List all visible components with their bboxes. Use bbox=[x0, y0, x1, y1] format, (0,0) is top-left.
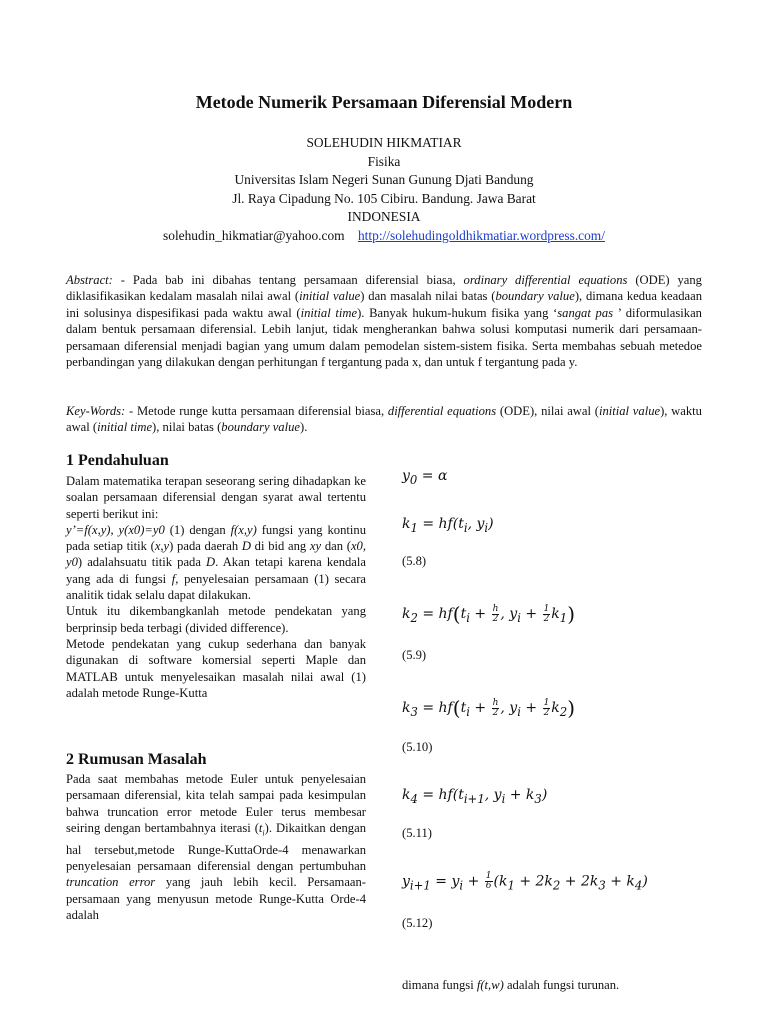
equation-y0: $y_0 = \alpha$ bbox=[402, 468, 448, 487]
equation-k4: $k_4 = hf(t_{i+1}$, $y_i + k_3$) bbox=[402, 787, 548, 806]
ode-expression: y’=f(x,y), y(x0)=y0 bbox=[66, 522, 165, 537]
section-1-paragraph: Dalam matematika terapan seseorang sering dihadapkan ke soalan persamaan diferensial dengan syarat awal tertentu seperti berikut ini: bbox=[66, 474, 366, 521]
author-email: solehudin_hikmatiar@yahoo.com bbox=[163, 227, 345, 243]
text-run: x0, y0 bbox=[66, 539, 366, 570]
text-run: ). Dikaitkan dengan hal tersebut,metode Runge-KuttaOrde-4 menawarkan penyelesaian persamaan diferensial dengan pertumbuhan bbox=[66, 820, 366, 873]
text-run: , penyelesaian persamaan (1) secara analitik tidak selalu dapat dilakukan. bbox=[66, 571, 366, 603]
section-2-body bbox=[66, 771, 366, 923]
equation-k2: $k_2 = hf(t_i$ + $\frac{h}{2}$ , $y_i$ + $\frac{1}{2}$ $k_1$) bbox=[402, 602, 576, 626]
equation-k3: $k_3 = hf(t_i$ + $\frac{h}{2}$ , $y_i$ + $\frac{1}{2}$ $k_2$) bbox=[402, 696, 576, 720]
text-run: f(x,y) bbox=[230, 522, 257, 537]
abstract-text: ). Banyak hukum-hukum fisika yang ‘ bbox=[357, 305, 558, 320]
equation-number: (5.12) bbox=[402, 916, 433, 930]
text-run: (1) dengan bbox=[164, 522, 231, 537]
author-contact bbox=[0, 227, 768, 246]
text-run: f bbox=[171, 571, 176, 586]
abstract-text: (ODE) yang diklasifikasikan kedalam masalah nilai awal ( bbox=[66, 273, 702, 304]
equation-yi1: $y_{i+1} = y_i$ + $\frac{1}{6}$ $(k_1 + 2k_2 + 2k_3 + k_4)$ bbox=[402, 871, 648, 893]
abstract-term: boundary value bbox=[495, 289, 575, 304]
section-2-heading: 2 Rumusan Masalah bbox=[66, 751, 207, 768]
equation-number: (5.11) bbox=[402, 826, 432, 840]
keywords-text: ), waktu awal ( bbox=[66, 404, 702, 435]
keywords-term: initial time bbox=[97, 420, 153, 435]
keywords-text: ), nilai batas ( bbox=[152, 420, 222, 435]
keywords-text: - Metode runge kutta persamaan diferensial biasa, bbox=[125, 404, 388, 418]
keywords-term: boundary value bbox=[221, 420, 300, 435]
text-run: D bbox=[206, 555, 216, 570]
text-run: truncation error bbox=[66, 875, 156, 890]
text-run: xy bbox=[309, 539, 322, 554]
author-website-link[interactable]: http://solehudingoldhikmatiar.wordpress.com/ bbox=[357, 227, 605, 243]
text-run: ) pada daerah bbox=[169, 539, 242, 554]
abstract-label: Abstract: bbox=[66, 273, 113, 287]
text-run: x,y bbox=[154, 539, 170, 554]
text-run: i bbox=[262, 828, 265, 838]
text-run: yang jauh lebih kecil. Persamaan-persamaan yang menyusun metode Runge-Kutta Orde-4 adalah bbox=[66, 875, 367, 922]
equation-number: (5.8) bbox=[402, 554, 427, 568]
equation-number: (5.10) bbox=[402, 740, 433, 754]
abstract-text: ) dan masalah nilai batas ( bbox=[360, 289, 496, 304]
author-dept: Fisika bbox=[367, 153, 401, 169]
equation-k1: $k_1 = hf(t_i$, $y_i$) bbox=[402, 516, 494, 535]
abstract-text: ), dimana kedua keadaan ini solusinya dispesifikasi pada waktu awal ( bbox=[66, 289, 702, 320]
keywords-text: (ODE), nilai awal ( bbox=[496, 404, 599, 418]
abstract-term: sangat pas bbox=[557, 305, 614, 320]
equation-number: (5.9) bbox=[402, 648, 427, 662]
author-country: INDONESIA bbox=[347, 209, 421, 225]
section-1-paragraph: Metode pendekatan yang cukup sederhana dan banyak digunakan di software komersial seperti Maple dan MATLAB untuk menyelesaikan masalah nilai awal (1) adalah metode Runge-Kutta bbox=[66, 636, 366, 700]
text-run: . Akan tetapi karena kendala yang ada di fungsi bbox=[66, 555, 366, 586]
section-1-paragraph bbox=[66, 522, 366, 603]
keywords-label: Key-Words: bbox=[66, 404, 126, 418]
section-1-body bbox=[66, 473, 366, 701]
section-1-heading: 1 Pendahuluan bbox=[66, 452, 169, 469]
text-run: dan ( bbox=[321, 539, 351, 554]
text-run: t bbox=[258, 820, 263, 835]
keywords-text: ). bbox=[300, 420, 308, 435]
abstract bbox=[66, 272, 702, 370]
keywords-term: differential equations bbox=[387, 404, 497, 418]
keywords bbox=[66, 403, 702, 436]
abstract-term: initial time bbox=[300, 305, 358, 320]
abstract-text: - Pada bab ini dibahas tentang persamaan diferensial biasa, bbox=[112, 273, 464, 287]
text-run: adalah fungsi turunan. bbox=[503, 978, 620, 992]
abstract-term: initial value bbox=[299, 289, 361, 304]
text-run: Pada saat membahas metode Euler untuk penyelesaian persamaan diferensial, kita telah sampai pada kesimpulan bahwa truncation error metode Euler terus membesar seiring dengan bertambahnya iterasi ( bbox=[66, 772, 366, 835]
footer-note bbox=[402, 978, 619, 993]
section-2-paragraph bbox=[66, 771, 366, 923]
text-run: di bid ang bbox=[250, 539, 310, 554]
text-run: ) adalahsuatu titik pada bbox=[77, 555, 207, 570]
section-1-paragraph: Untuk itu dikembangkanlah metode pendekatan yang berprinsip beda terbagi (divided difference). bbox=[66, 604, 366, 635]
text-run: f(t,w) bbox=[476, 978, 504, 992]
abstract-term: ordinary differential equations bbox=[463, 273, 628, 287]
text-run: dimana fungsi bbox=[402, 978, 477, 992]
text-run: D bbox=[241, 539, 251, 554]
text-run: fungsi yang kontinu pada setiap titik ( bbox=[66, 522, 366, 554]
paper-title: Metode Numerik Persamaan Diferensial Modern bbox=[195, 92, 573, 112]
author-address: Jl. Raya Cipadung No. 105 Cibiru. Bandung. Jawa Barat bbox=[232, 190, 536, 206]
keywords-term: initial value bbox=[598, 404, 661, 418]
author-block bbox=[0, 134, 768, 246]
author-university: Universitas Islam Negeri Sunan Gunung Djati Bandung bbox=[234, 172, 534, 188]
author-name: SOLEHUDIN HIKMATIAR bbox=[306, 135, 462, 150]
abstract-text: ’ diformulasikan dalam bentuk persamaan diferensial. Lebih lanjut, tidak mengherankan bahwa solusi komputasi numerik dari persamaan-persamaan diferensial menjadi bagian yang umum dalam pemodelan sistem-sistem fisika. Serta membahas sebuah metedoe perbandingan yang dilakukan dengan perhitungan f tergantung pada x, dan untuk f tergantung pada y. bbox=[66, 305, 702, 370]
